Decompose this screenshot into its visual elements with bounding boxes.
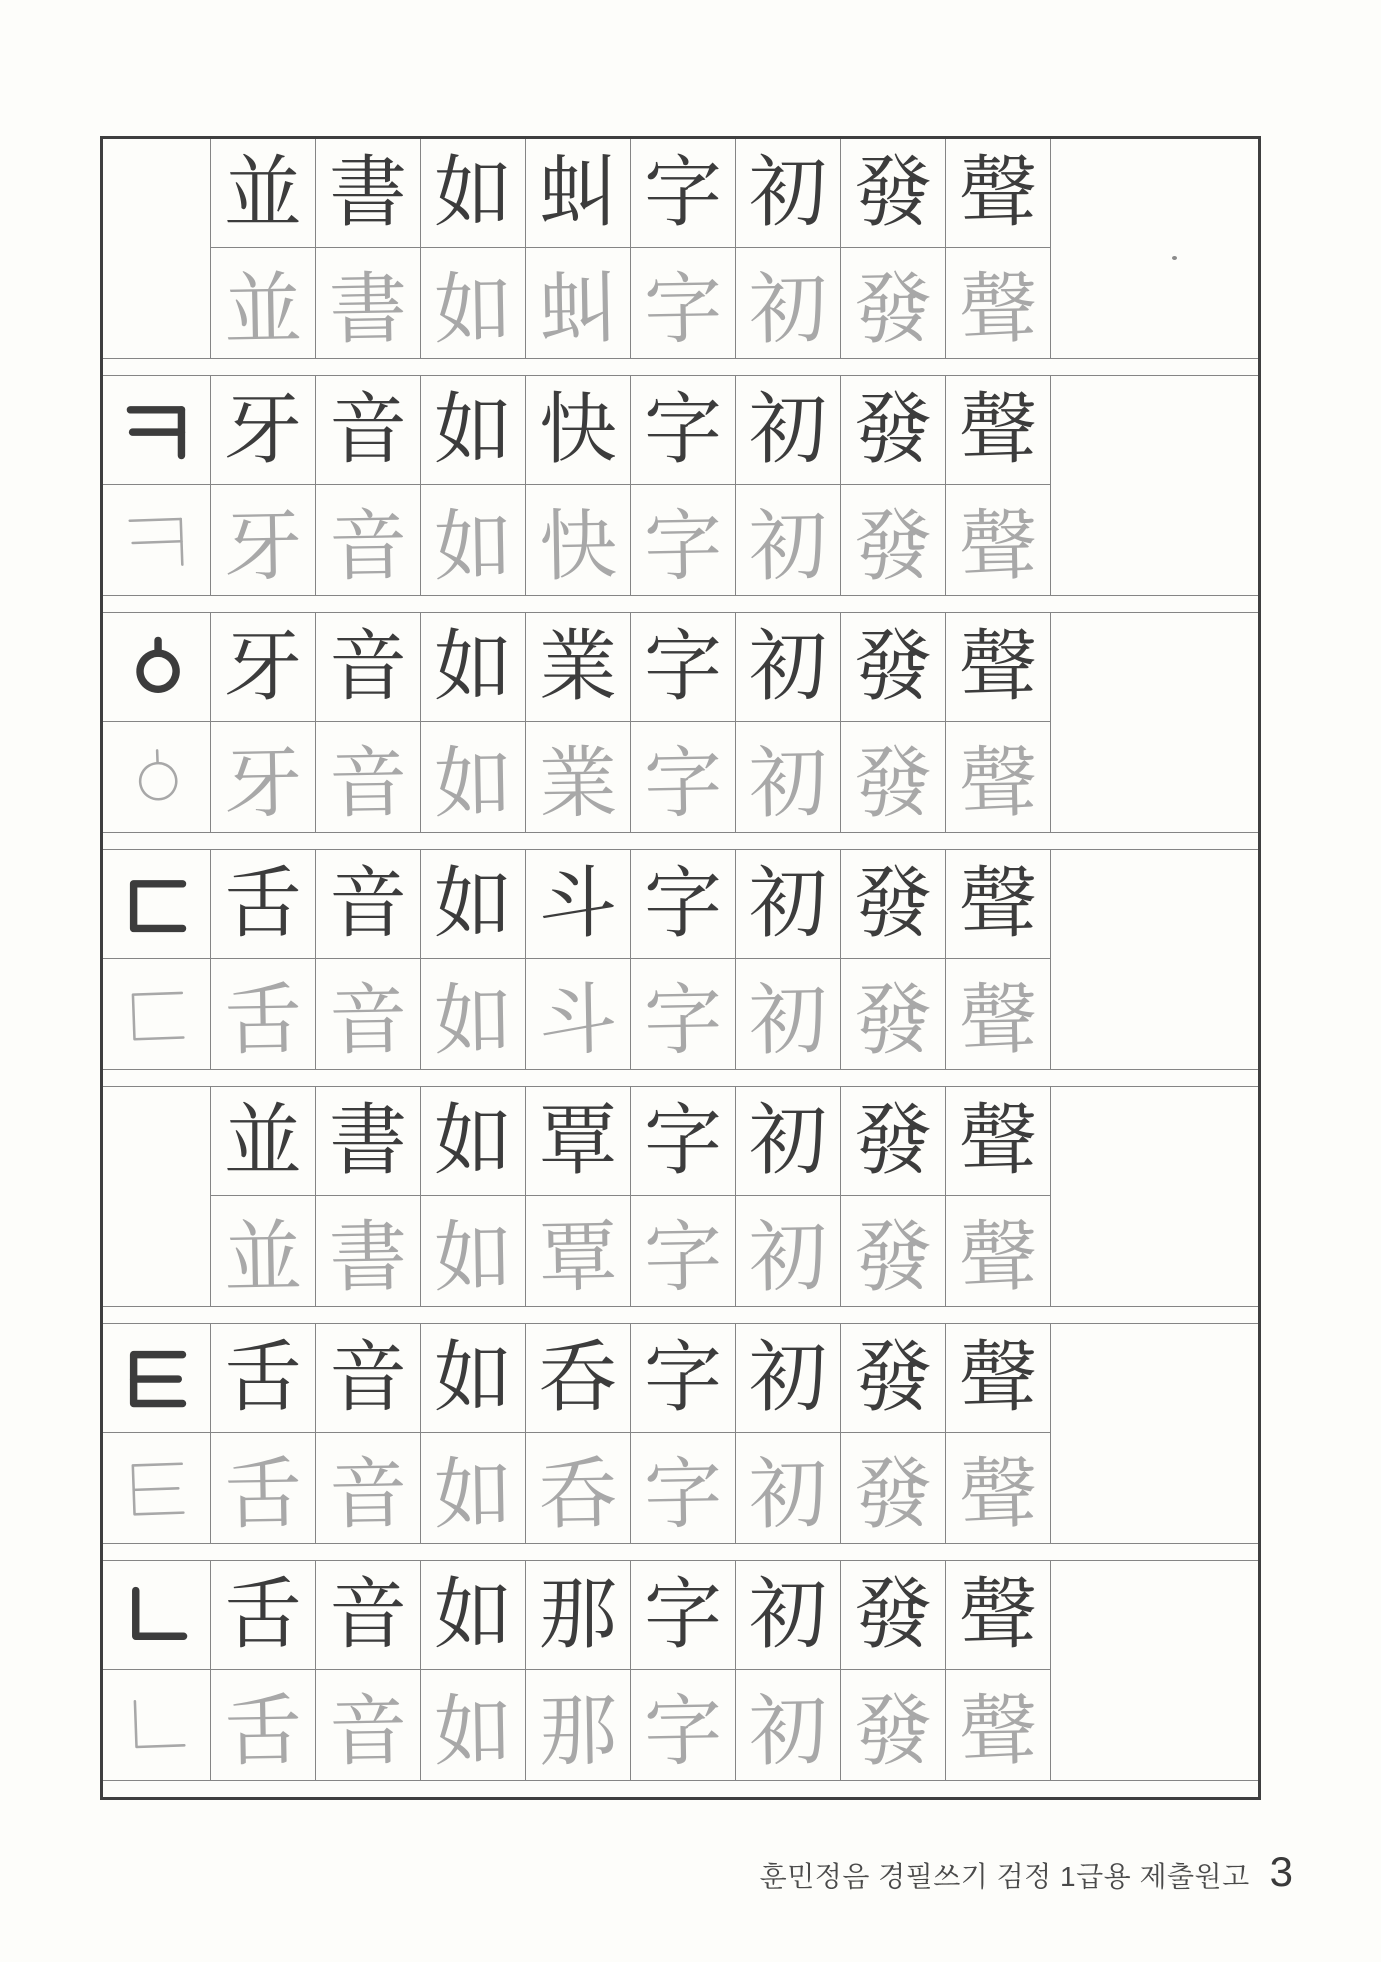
hanja-practice-cell: [841, 248, 946, 358]
jamo-ㅌ-glyph: [123, 1344, 191, 1412]
hanja-practice-cell: [841, 1196, 946, 1306]
hanja-practice-glyph: 聲: [958, 502, 1038, 591]
hanja-print-glyph: 覃: [538, 1097, 617, 1184]
hanja-practice-glyph: 如: [433, 1687, 513, 1776]
hanja-print-cell: [946, 139, 1051, 248]
hanja-practice-glyph: 聲: [958, 265, 1038, 354]
hanja-print-cell: [736, 1561, 841, 1670]
hanja-print-cell: [316, 850, 421, 959]
group-separator: [103, 1543, 1258, 1561]
hanja-print-glyph: 虯: [538, 149, 617, 236]
hanja-print-glyph: 斗: [538, 860, 617, 947]
hanja-print-glyph: 字: [643, 386, 722, 473]
hanja-print-cell: [841, 850, 946, 959]
footer-caption: 훈민정음 경필쓰기 검정 1급용 제출원고: [759, 1861, 1250, 1892]
hanja-practice-glyph: 初: [748, 1687, 828, 1776]
hanja-practice-cell: [526, 1433, 631, 1543]
hanja-print-cell: [526, 376, 631, 485]
hanja-print-glyph: 舌: [223, 860, 302, 947]
hanja-practice-glyph: 牙: [223, 739, 303, 828]
hanja-practice-cell: [526, 959, 631, 1069]
hanja-print-cell: [946, 376, 1051, 485]
hanja-print-glyph: 音: [328, 386, 407, 473]
hanja-practice-cell: [631, 722, 736, 832]
hanja-practice-cell: [316, 248, 421, 358]
hanja-print-glyph: 初: [748, 1334, 827, 1421]
hanja-print-cell: [631, 376, 736, 485]
jamo-print-cell: [103, 613, 211, 722]
hanja-print-cell: [841, 139, 946, 248]
hanja-print-glyph: 音: [328, 1571, 407, 1658]
hanja-practice-cell: [421, 485, 526, 595]
hanja-practice-glyph: 發: [853, 502, 933, 591]
hanja-print-cell: [631, 1087, 736, 1196]
hanja-print-glyph: 音: [328, 1334, 407, 1421]
hanja-print-cell: [421, 376, 526, 485]
group-separator: [103, 595, 1258, 613]
hanja-print-cell: [526, 613, 631, 722]
hanja-practice-glyph: 發: [853, 1213, 933, 1302]
hanja-print-glyph: 聲: [958, 860, 1037, 947]
hanja-print-cell: [316, 1324, 421, 1433]
hanja-print-glyph: 初: [748, 149, 827, 236]
jamo-practice-cell: [103, 1433, 211, 1543]
hanja-print-cell: [841, 1087, 946, 1196]
hanja-print-cell: [526, 139, 631, 248]
page-number: 3: [1269, 1848, 1293, 1895]
hanja-practice-cell: [526, 248, 631, 358]
jamo-print-cell: [103, 376, 211, 485]
hanja-practice-cell: [736, 1196, 841, 1306]
hanja-print-glyph: 發: [853, 386, 932, 473]
hanja-practice-cell: [526, 1670, 631, 1780]
hanja-print-glyph: 業: [538, 623, 617, 710]
hanja-practice-cell: [631, 1670, 736, 1780]
practice-sheet-table: [100, 136, 1261, 1800]
hanja-print-cell: [211, 613, 316, 722]
hanja-practice-cell: [946, 485, 1051, 595]
notes-cell: [1051, 613, 1258, 832]
hanja-print-cell: [211, 850, 316, 959]
jamo-ㅋ-glyph: [123, 396, 191, 464]
jamo-practice-cell: [103, 959, 211, 1069]
hanja-print-cell: [421, 1087, 526, 1196]
notes-cell: [1051, 376, 1258, 595]
hanja-print-glyph: 字: [643, 1334, 722, 1421]
hanja-practice-glyph: 聲: [958, 739, 1038, 828]
notes-cell: [1051, 1324, 1258, 1543]
hanja-practice-cell: [631, 248, 736, 358]
hanja-practice-glyph: 發: [853, 265, 933, 354]
hanja-practice-cell: [211, 959, 316, 1069]
hanja-practice-cell: [316, 1196, 421, 1306]
hanja-print-cell: [631, 613, 736, 722]
hanja-print-glyph: 如: [433, 386, 512, 473]
jamo-ㆁ-glyph: [123, 633, 191, 701]
hanja-print-cell: [736, 139, 841, 248]
hanja-practice-cell: [946, 1433, 1051, 1543]
hanja-practice-glyph: 書: [328, 265, 408, 354]
page-footer: [760, 1848, 1293, 1896]
hanja-print-cell: [841, 613, 946, 722]
hanja-print-glyph: 如: [433, 623, 512, 710]
hanja-practice-glyph: 聲: [958, 1450, 1038, 1539]
hanja-practice-glyph: 字: [643, 1213, 723, 1302]
hanja-print-glyph: 快: [538, 386, 617, 473]
hanja-practice-cell: [946, 1196, 1051, 1306]
hanja-print-cell: [841, 1324, 946, 1433]
hanja-practice-cell: [316, 1670, 421, 1780]
hanja-print-glyph: 發: [853, 149, 932, 236]
hanja-practice-cell: [946, 1670, 1051, 1780]
hanja-print-cell: [211, 376, 316, 485]
row-group: [103, 613, 1258, 832]
hanja-practice-cell: [736, 248, 841, 358]
hanja-print-cell: [631, 1561, 736, 1670]
hanja-practice-glyph: 並: [223, 1213, 303, 1302]
hanja-practice-glyph: 字: [643, 1687, 723, 1776]
hanja-print-glyph: 字: [643, 1097, 722, 1184]
hanja-print-cell: [631, 850, 736, 959]
hanja-practice-cell: [211, 1196, 316, 1306]
hanja-print-glyph: 發: [853, 1334, 932, 1421]
hanja-print-cell: [526, 1087, 631, 1196]
hanja-practice-glyph: 音: [328, 1450, 408, 1539]
notes-cell: [1051, 850, 1258, 1069]
hanja-print-glyph: 如: [433, 1571, 512, 1658]
jamo-ㄷ-glyph: [123, 870, 191, 938]
jamo-practice-cell: [103, 722, 211, 832]
hanja-print-glyph: 發: [853, 860, 932, 947]
hanja-practice-cell: [526, 1196, 631, 1306]
jamo-print-cell: [103, 850, 211, 959]
hanja-print-glyph: 聲: [958, 623, 1037, 710]
hanja-practice-glyph: 斗: [538, 976, 618, 1065]
hanja-print-glyph: 那: [538, 1571, 617, 1658]
hanja-print-glyph: 舌: [223, 1571, 302, 1658]
hanja-practice-glyph: 初: [748, 502, 828, 591]
hanja-print-glyph: 字: [643, 623, 722, 710]
hanja-practice-glyph: 字: [643, 502, 723, 591]
hanja-print-glyph: 聲: [958, 1571, 1037, 1658]
hanja-practice-cell: [316, 485, 421, 595]
hanja-print-glyph: 初: [748, 386, 827, 473]
hanja-print-glyph: 書: [328, 149, 407, 236]
group-separator: [103, 1069, 1258, 1087]
hanja-practice-cell: [631, 959, 736, 1069]
jamo-practice-cell: [103, 485, 211, 595]
jamo-ㄷ-glyph: [121, 979, 191, 1049]
hanja-practice-glyph: 發: [853, 1450, 933, 1539]
jamo-ㄴ-glyph: [121, 1690, 191, 1760]
hanja-practice-glyph: 字: [643, 265, 723, 354]
hanja-practice-glyph: 初: [748, 1450, 828, 1539]
group-separator: [103, 832, 1258, 850]
hanja-print-glyph: 字: [643, 1571, 722, 1658]
hanja-print-cell: [526, 850, 631, 959]
jamo-ㅋ-glyph: [121, 505, 191, 575]
row-group: [103, 139, 1258, 358]
hanja-practice-cell: [736, 959, 841, 1069]
row-group: [103, 376, 1258, 595]
hanja-practice-glyph: 初: [748, 1213, 828, 1302]
hanja-print-glyph: 牙: [223, 386, 302, 473]
hanja-print-cell: [316, 139, 421, 248]
hanja-practice-cell: [211, 248, 316, 358]
hanja-print-cell: [421, 1324, 526, 1433]
hanja-print-cell: [421, 613, 526, 722]
hanja-print-glyph: 書: [328, 1097, 407, 1184]
row-group: [103, 1087, 1258, 1306]
hanja-print-cell: [631, 139, 736, 248]
jamo-practice-cell: [103, 1670, 211, 1780]
hanja-print-glyph: 音: [328, 860, 407, 947]
hanja-practice-glyph: 音: [328, 502, 408, 591]
hanja-print-cell: [841, 376, 946, 485]
hanja-print-cell: [421, 1561, 526, 1670]
hanja-practice-glyph: 字: [643, 739, 723, 828]
hanja-practice-cell: [841, 1670, 946, 1780]
hanja-practice-cell: [421, 1196, 526, 1306]
hanja-practice-glyph: 書: [328, 1213, 408, 1302]
hanja-print-cell: [421, 139, 526, 248]
hanja-print-glyph: 聲: [958, 1334, 1037, 1421]
hanja-practice-glyph: 虯: [538, 265, 618, 354]
jamo-print-cell: [103, 1561, 211, 1670]
hanja-print-cell: [316, 1087, 421, 1196]
hanja-print-cell: [421, 850, 526, 959]
hanja-practice-cell: [631, 1433, 736, 1543]
hanja-practice-cell: [526, 722, 631, 832]
jamo-ㄴ-glyph: [123, 1581, 191, 1649]
hanja-practice-glyph: 快: [538, 502, 618, 591]
hanja-print-cell: [211, 139, 316, 248]
hanja-practice-glyph: 發: [853, 976, 933, 1065]
hanja-practice-cell: [631, 1196, 736, 1306]
hanja-practice-cell: [736, 1670, 841, 1780]
hanja-practice-cell: [841, 959, 946, 1069]
hanja-practice-glyph: 如: [433, 976, 513, 1065]
hanja-print-glyph: 呑: [538, 1334, 617, 1421]
hanja-practice-glyph: 初: [748, 976, 828, 1065]
notes-cell: [1051, 1087, 1258, 1306]
hanja-practice-cell: [421, 1670, 526, 1780]
hanja-practice-glyph: 並: [223, 265, 303, 354]
hanja-print-glyph: 初: [748, 860, 827, 947]
hanja-print-glyph: 字: [643, 860, 722, 947]
hanja-practice-glyph: 聲: [958, 1213, 1038, 1302]
hanja-print-glyph: 聲: [958, 386, 1037, 473]
hanja-practice-cell: [421, 722, 526, 832]
hanja-practice-glyph: 覃: [538, 1213, 618, 1302]
hanja-practice-glyph: 發: [853, 1687, 933, 1776]
hanja-practice-cell: [736, 1433, 841, 1543]
row-group: [103, 850, 1258, 1069]
notes-cell: [1051, 1561, 1258, 1780]
hanja-print-glyph: 如: [433, 149, 512, 236]
hanja-print-cell: [736, 376, 841, 485]
hanja-practice-cell: [421, 248, 526, 358]
hanja-practice-glyph: 初: [748, 739, 828, 828]
hanja-practice-glyph: 那: [538, 1687, 618, 1776]
hanja-print-cell: [736, 613, 841, 722]
hanja-practice-cell: [316, 1433, 421, 1543]
scan-speck: [1172, 256, 1177, 260]
hanja-print-glyph: 發: [853, 1571, 932, 1658]
hanja-practice-glyph: 舌: [223, 1687, 303, 1776]
hanja-print-glyph: 如: [433, 1097, 512, 1184]
hanja-print-cell: [841, 1561, 946, 1670]
hanja-practice-glyph: 聲: [958, 1687, 1038, 1776]
jamo-ㅌ-glyph: [121, 1453, 191, 1523]
jamo-cell-empty: [103, 139, 211, 358]
hanja-practice-cell: [841, 722, 946, 832]
hanja-print-glyph: 舌: [223, 1334, 302, 1421]
hanja-practice-cell: [421, 959, 526, 1069]
hanja-print-glyph: 並: [223, 149, 302, 236]
hanja-print-glyph: 聲: [958, 149, 1037, 236]
hanja-print-cell: [736, 1324, 841, 1433]
hanja-print-cell: [316, 1561, 421, 1670]
hanja-print-cell: [211, 1087, 316, 1196]
hanja-practice-cell: [841, 1433, 946, 1543]
hanja-practice-glyph: 牙: [223, 502, 303, 591]
hanja-print-cell: [946, 1561, 1051, 1670]
hanja-practice-cell: [211, 722, 316, 832]
hanja-practice-glyph: 音: [328, 739, 408, 828]
hanja-practice-glyph: 字: [643, 976, 723, 1065]
hanja-practice-glyph: 如: [433, 265, 513, 354]
hanja-practice-glyph: 舌: [223, 1450, 303, 1539]
hanja-practice-glyph: 如: [433, 1213, 513, 1302]
hanja-print-cell: [946, 1087, 1051, 1196]
hanja-print-cell: [631, 1324, 736, 1433]
hanja-practice-glyph: 聲: [958, 976, 1038, 1065]
hanja-practice-cell: [946, 959, 1051, 1069]
hanja-practice-cell: [946, 722, 1051, 832]
hanja-print-glyph: 牙: [223, 623, 302, 710]
hanja-practice-cell: [841, 485, 946, 595]
hanja-print-glyph: 發: [853, 1097, 932, 1184]
hanja-practice-glyph: 字: [643, 1450, 723, 1539]
hanja-practice-glyph: 如: [433, 1450, 513, 1539]
notes-cell: [1051, 139, 1258, 358]
hanja-practice-cell: [946, 248, 1051, 358]
hanja-print-cell: [736, 1087, 841, 1196]
group-separator: [103, 358, 1258, 376]
hanja-practice-cell: [316, 959, 421, 1069]
hanja-print-glyph: 發: [853, 623, 932, 710]
hanja-print-glyph: 音: [328, 623, 407, 710]
hanja-print-cell: [946, 850, 1051, 959]
hanja-practice-glyph: 業: [538, 739, 618, 828]
hanja-print-glyph: 並: [223, 1097, 302, 1184]
jamo-print-cell: [103, 1324, 211, 1433]
hanja-print-cell: [946, 1324, 1051, 1433]
group-separator: [103, 1306, 1258, 1324]
table-bottom-strip: [103, 1780, 1258, 1797]
hanja-print-glyph: 聲: [958, 1097, 1037, 1184]
hanja-practice-cell: [211, 485, 316, 595]
row-group: [103, 1324, 1258, 1543]
hanja-print-cell: [211, 1561, 316, 1670]
hanja-practice-glyph: 音: [328, 976, 408, 1065]
hanja-print-cell: [316, 376, 421, 485]
hanja-print-cell: [526, 1324, 631, 1433]
hanja-practice-cell: [631, 485, 736, 595]
hanja-practice-cell: [736, 722, 841, 832]
hanja-print-glyph: 初: [748, 1097, 827, 1184]
hanja-practice-glyph: 音: [328, 1687, 408, 1776]
hanja-practice-glyph: 如: [433, 739, 513, 828]
hanja-practice-cell: [211, 1433, 316, 1543]
hanja-practice-cell: [421, 1433, 526, 1543]
hanja-practice-cell: [316, 722, 421, 832]
hanja-practice-glyph: 呑: [538, 1450, 618, 1539]
hanja-practice-glyph: 發: [853, 739, 933, 828]
hanja-print-cell: [316, 613, 421, 722]
hanja-print-cell: [526, 1561, 631, 1670]
jamo-cell-empty: [103, 1087, 211, 1306]
hanja-print-cell: [211, 1324, 316, 1433]
hanja-practice-glyph: 如: [433, 502, 513, 591]
hanja-print-glyph: 初: [748, 1571, 827, 1658]
jamo-ㆁ-glyph: [121, 742, 191, 812]
hanja-print-glyph: 初: [748, 623, 827, 710]
hanja-practice-glyph: 舌: [223, 976, 303, 1065]
hanja-print-cell: [946, 613, 1051, 722]
hanja-print-glyph: 如: [433, 1334, 512, 1421]
hanja-practice-cell: [211, 1670, 316, 1780]
hanja-practice-cell: [526, 485, 631, 595]
hanja-print-glyph: 如: [433, 860, 512, 947]
hanja-practice-cell: [736, 485, 841, 595]
hanja-print-cell: [736, 850, 841, 959]
hanja-print-glyph: 字: [643, 149, 722, 236]
hanja-practice-glyph: 初: [748, 265, 828, 354]
row-group: [103, 1561, 1258, 1780]
